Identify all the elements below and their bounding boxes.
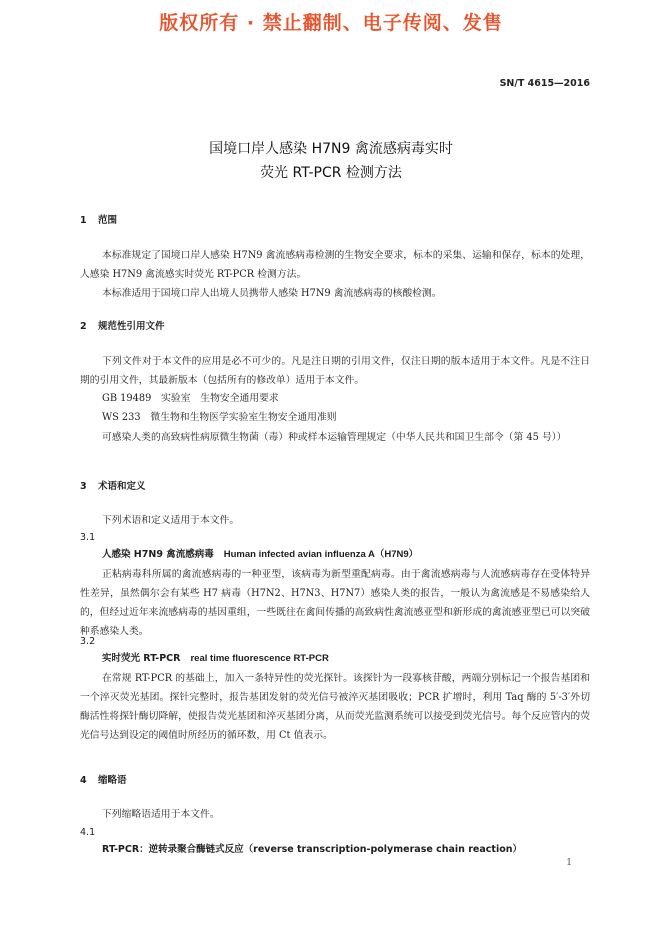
term-number: 3.2 [80,636,96,647]
term-chinese: 实时荧光 RT-PCR [102,653,181,664]
reference-item: 可感染人类的高致病性病原微生物菌（毒）种或样本运输管理规定（中华人民共和国卫生部令（第 45 号）） [102,432,567,443]
section-title: 术语和定义 [98,481,146,492]
term-definition: 在常规 RT-PCR 的基础上，加入一条特异性的荧光探针。该探针为一段寡核苷酸，两端分别标记一个报告基团和一个淬灭荧光基团。探针完整时，报告基团发射的荧光信号被淬灭基团吸收；PCR 扩增时，利用 Taq 酶的 5′-3′外切酶活性将探针酶切降解，使报告荧光基团和淬灭基团分离，从而荧光监测系统可以接受到荧光信号。每个反应管内的荧光信号达到设定的阈值时所经历的循环数，用 Ct 值表示。 [80,673,590,741]
abbreviation-entry: RT-PCR：逆转录聚合酶链式反应（reverse transcription-polymerase chain reaction） [102,844,522,855]
reference-item: WS 233 微生物和生物医学实验室生物安全通用准则 [102,412,337,423]
section-number: 3 [80,481,87,492]
term-english: Human infected avian influenza A（H7N9） [223,549,419,560]
watermark-banner: 版权所有 · 禁止翻制、电子传阅、发售 [159,12,503,34]
term-number: 3.1 [80,532,96,543]
paragraph: 下列术语和定义适用于本文件。 [102,515,240,526]
section-heading-2 [80,318,165,336]
term-chinese: 人感染 H7N9 禽流感病毒 [102,549,214,560]
page-number: 1 [566,858,572,868]
section-title: 规范性引用文件 [98,321,165,332]
section-title: 范围 [98,215,118,226]
term-heading [102,650,329,668]
document-number: SN/T 4615—2016 [499,78,590,89]
section-heading-1 [80,212,117,230]
abbreviation-number: 4.1 [80,827,96,838]
term-definition: 正粘病毒科所属的禽流感病毒的一种亚型，该病毒为新型重配病毒。由于禽流感病毒与人流感病毒存在受体特异性差异，虽然偶尔会有某些 H7 病毒（H7N2、H7N3、H7N7）感染人类的报告，一般认为禽流感是不易感染给人的，但经过近年来流感病毒的基因重组，一些既往在禽间传播的高致病性禽流感亚型和新形成的禽流感亚型已可以突破种系感染人类。 [80,569,590,637]
paragraph: 下列缩略语适用于本文件。 [102,809,220,820]
section-title: 缩略语 [98,775,127,786]
section-heading-4 [80,772,127,790]
paragraph: 下列文件对于本文件的应用是必不可少的。凡是注日期的引用文件，仅注日期的版本适用于本文件。凡是不注日期的引用文件，其最新版本（包括所有的修改单）适用于本文件。 [80,356,590,386]
section-number: 1 [80,215,87,226]
section-heading-3 [80,478,146,496]
paragraph: 本标准规定了国境口岸人感染 H7N9 禽流感病毒检测的生物安全要求，标本的采集、运输和保存，标本的处理，人感染 H7N9 禽流感实时荧光 RT-PCR 检测方法。 [80,250,590,280]
term-english: real time fluorescence RT-PCR [190,653,329,664]
paragraph: 本标准适用于国境口岸人出境人员携带人感染 H7N9 禽流感病毒的核酸检测。 [102,288,442,299]
document-title-line-2: 荧光 RT-PCR 检测方法 [260,165,402,181]
term-heading [102,546,418,564]
document-title-line-1: 国境口岸人感染 H7N9 禽流感病毒实时 [209,141,453,157]
section-number: 2 [80,321,87,332]
reference-item: GB 19489 实验室 生物安全通用要求 [102,393,279,404]
section-number: 4 [80,775,87,786]
